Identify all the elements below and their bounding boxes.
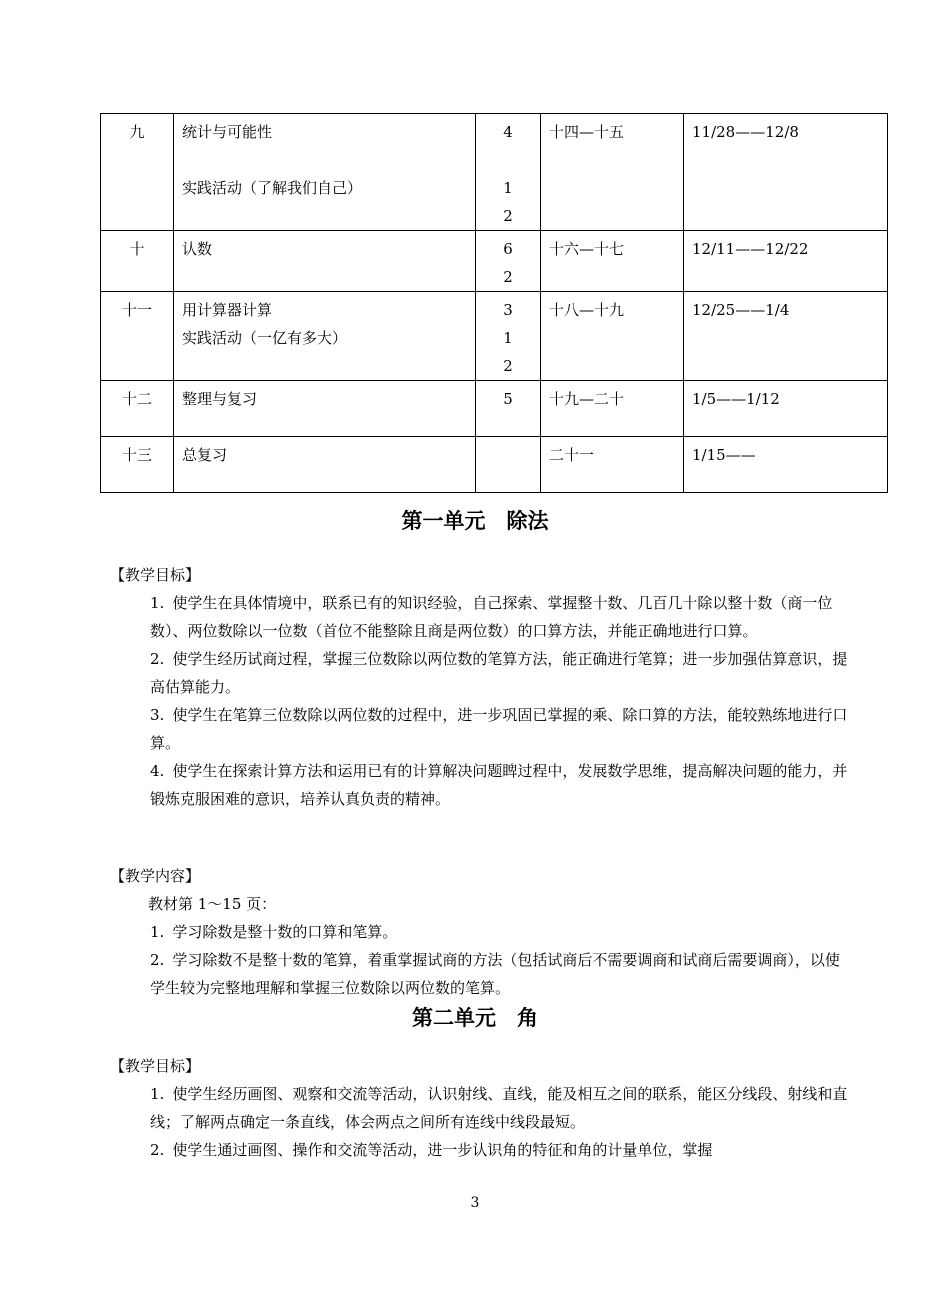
list-item <box>110 1080 850 1136</box>
unit1-goals <box>110 561 850 813</box>
dates-cell: 11/28——12/8 <box>684 114 888 231</box>
unit2-goals-tag: 【教学目标】 <box>110 1057 201 1075</box>
item-number: 1. <box>150 923 165 941</box>
unit1-goals-list <box>110 589 850 813</box>
dates-cell: 12/25——1/4 <box>684 292 888 381</box>
hours-cell: 5 <box>476 381 541 437</box>
list-item <box>110 757 850 813</box>
weeks-cell: 十八—十九 <box>541 292 684 381</box>
item-number: 4. <box>150 762 165 780</box>
page-number: 3 <box>470 1195 480 1211</box>
content-cell: 用计算器计算 实践活动（一亿有多大） <box>174 292 476 381</box>
item-text: 使学生在具体情境中，联系已有的知识经验，自己探索、掌握整十数、几百几十除以整十数（商一位数）、两位数除以一位数（首位不能整除且商是两位数）的口算方法，并能正确地进行口算。 <box>150 594 833 640</box>
dates-cell: 1/15—— <box>684 437 888 493</box>
item-number: 2. <box>150 1141 165 1159</box>
unit-cell: 十二 <box>101 381 174 437</box>
item-text: 使学生经历试商过程，掌握三位数除以两位数的笔算方法，能正确进行笔算；进一步加强估算意识，提高估算能力。 <box>150 650 848 696</box>
item-text: 学习除数是整十数的口算和笔算。 <box>172 923 398 941</box>
weeks-cell: 十六—十七 <box>541 231 684 292</box>
unit1-title: 第一单元 除法 <box>401 509 549 533</box>
item-text: 使学生在笔算三位数除以两位数的过程中，进一步巩固已掌握的乘、除口算的方法，能较熟练地进行口算。 <box>150 706 848 752</box>
weeks-cell: 十四—十五 <box>541 114 684 231</box>
table-row <box>101 381 888 437</box>
item-text: 使学生经历画图、观察和交流等活动，认识射线、直线，能及相互之间的联系，能区分线段、射线和直线；了解两点确定一条直线，体会两点之间所有连线中线段最短。 <box>150 1085 848 1131</box>
hours-cell: 4 1 2 <box>476 114 541 231</box>
unit1-goals-tag: 【教学目标】 <box>110 566 201 584</box>
unit-cell: 九 <box>101 114 174 231</box>
item-text: 使学生通过画图、操作和交流等活动，进一步认识角的特征和角的计量单位，掌握 <box>172 1141 713 1159</box>
list-item <box>110 589 850 645</box>
unit2-goals <box>110 1052 850 1164</box>
list-item <box>110 946 850 1002</box>
unit2-goals-list <box>110 1080 850 1164</box>
item-number: 2. <box>150 650 165 668</box>
list-item <box>110 1136 850 1164</box>
table-row <box>101 292 888 381</box>
unit-cell: 十一 <box>101 292 174 381</box>
unit2-title: 第二单元 角 <box>412 1006 538 1030</box>
table-row <box>101 231 888 292</box>
item-number: 2. <box>150 951 165 969</box>
unit1-content <box>110 862 850 1002</box>
list-item <box>110 645 850 701</box>
content-cell: 整理与复习 <box>174 381 476 437</box>
schedule-table <box>100 113 888 493</box>
item-text: 使学生在探索计算方法和运用已有的计算解决问题睥过程中，发展数学思维，提高解决问题的能力，并锻炼克服困难的意识，培养认真负责的精神。 <box>150 762 848 808</box>
unit-cell: 十三 <box>101 437 174 493</box>
item-text: 学习除数不是整十数的笔算，着重掌握试商的方法（包括试商后不需要调商和试商后需要调商），以使学生较为完整地理解和掌握三位数除以两位数的笔算。 <box>150 951 840 997</box>
list-item <box>110 918 850 946</box>
unit1-content-tag: 【教学内容】 <box>110 867 201 885</box>
unit-cell: 十 <box>101 231 174 292</box>
content-cell: 统计与可能性 实践活动（了解我们自己） <box>174 114 476 231</box>
table-row <box>101 114 888 231</box>
content-cell: 认数 <box>174 231 476 292</box>
content-cell: 总复习 <box>174 437 476 493</box>
weeks-cell: 十九—二十 <box>541 381 684 437</box>
schedule-body <box>101 114 888 493</box>
list-item <box>110 701 850 757</box>
table-row <box>101 437 888 493</box>
item-number: 1. <box>150 1085 165 1103</box>
hours-cell: 6 2 <box>476 231 541 292</box>
dates-cell: 1/5——1/12 <box>684 381 888 437</box>
unit1-content-list <box>110 918 850 1002</box>
hours-cell: 3 1 2 <box>476 292 541 381</box>
hours-cell <box>476 437 541 493</box>
dates-cell: 12/11——12/22 <box>684 231 888 292</box>
item-number: 3. <box>150 706 165 724</box>
unit1-content-intro: 教材第 1～15 页： <box>148 895 277 913</box>
weeks-cell: 二十一 <box>541 437 684 493</box>
item-number: 1. <box>150 594 165 612</box>
